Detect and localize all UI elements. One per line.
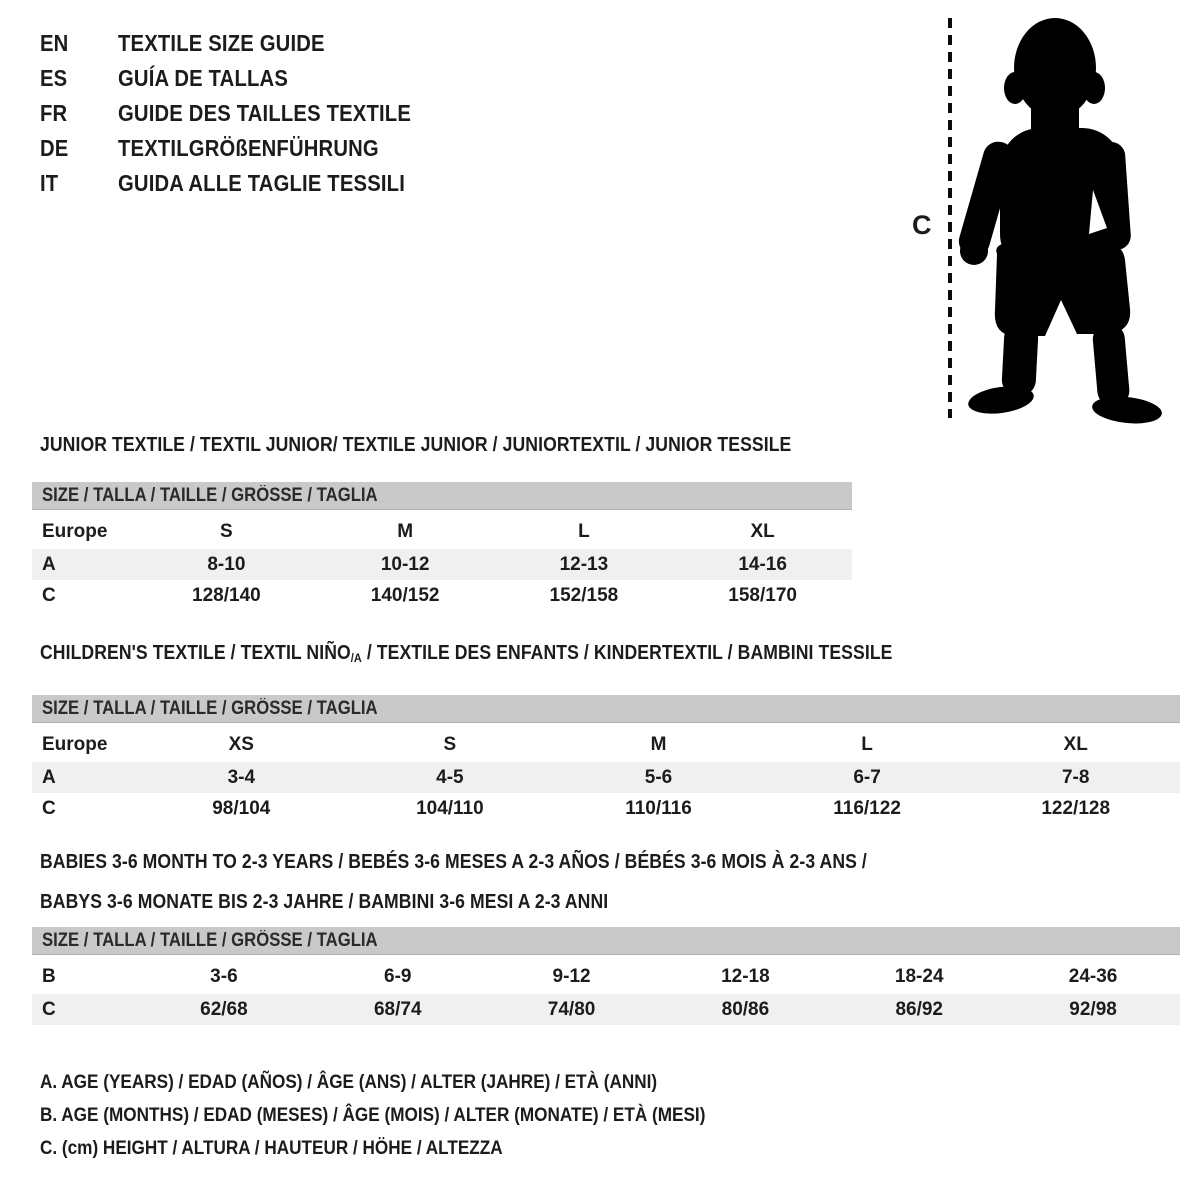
table-row [32,793,1180,824]
size-table-junior [32,515,852,611]
size-cell: 92/98 [1069,998,1117,1020]
size-cell: 9-12 [552,966,591,987]
size-header-bar: SIZE / TALLA / TAILLE / GRÖSSE / TAGLIA [32,927,1180,955]
size-cell: 6-7 [853,766,881,788]
size-cell: 24-36 [1068,966,1118,987]
size-cell: S [443,734,457,756]
size-table-babies [32,960,1180,1025]
height-marker-label: C [912,210,932,240]
table-row [32,994,1180,1025]
size-cell: 80/86 [721,998,770,1020]
size-cell: XL [750,521,775,542]
language-title: GUIDE DES TAILLES TEXTILE [118,100,412,126]
size-cell: 116/122 [833,797,901,819]
table-row [32,728,1180,762]
size-cell: 12-18 [721,966,770,987]
section-title-junior: JUNIOR TEXTILE / TEXTIL JUNIOR/ TEXTILE JUNIOR / JUNIORTEXTIL / JUNIOR TESSILE [40,434,792,456]
row-label: A [42,553,56,575]
language-title: GUÍA DE TALLAS [118,65,289,91]
section-babies-textile [32,842,1180,1025]
size-header-bar: SIZE / TALLA / TAILLE / GRÖSSE / TAGLIA [32,482,852,510]
section-children-textile [32,642,1180,824]
size-cell: 152/158 [549,584,619,606]
legend-line-a: A. AGE (YEARS) / EDAD (AÑOS) / ÂGE (ANS) / ALTER (JAHRE) / ETÀ (ANNI) [40,1071,658,1093]
size-cell: 62/68 [200,998,248,1020]
row-label: C [42,797,56,819]
size-cell: 122/128 [1041,797,1111,819]
table-row [32,515,852,549]
row-label: B [42,966,56,987]
size-cell: 104/110 [416,797,484,819]
language-row [40,166,451,201]
size-cell: S [220,521,233,542]
language-row [40,96,451,131]
size-cell: XS [228,734,254,756]
size-cell: 86/92 [895,998,943,1020]
table-row [32,762,1180,793]
height-figure [900,0,1200,430]
size-cell: 5-6 [644,766,673,788]
language-title-block [40,26,451,201]
language-row [40,131,451,166]
language-title: TEXTILGRÖßENFÜHRUNG [118,135,379,161]
row-label: Europe [42,521,108,542]
toddler-silhouette-icon [955,14,1175,426]
size-cell: 98/104 [212,797,271,819]
row-label: A [42,766,56,788]
table-row [32,960,1180,994]
row-label: Europe [42,734,108,756]
size-cell: 7-8 [1061,766,1090,788]
section-junior-textile [32,434,852,611]
table-row [32,580,852,611]
row-label: C [42,584,56,606]
table-row [32,549,852,580]
size-cell: 110/116 [625,797,692,819]
size-cell: 18-24 [894,966,944,987]
language-code: IT [40,170,59,196]
size-cell: 140/152 [370,584,440,606]
language-row [40,26,451,61]
size-cell: XL [1063,734,1088,756]
size-cell: 14-16 [738,553,787,575]
language-code: ES [40,65,68,91]
size-cell: 3-4 [227,766,256,788]
size-cell: L [861,734,873,756]
size-cell: M [650,734,667,756]
size-cell: 6-9 [384,966,412,987]
size-cell: L [578,521,590,542]
section-title-babies: BABIES 3-6 MONTH TO 2-3 YEARS / BEBÉS 3-6 MESES A 2-3 AÑOS / BÉBÉS 3-6 MOIS À 2-3 ANS / BABYS 3-6 MONATE BIS 2-3 JAHRE / BAMBINI 3-6 MESI A 2-3 ANNI [40,851,867,913]
size-cell: 3-6 [210,966,238,987]
language-code: DE [40,135,69,161]
size-cell: 74/80 [547,998,596,1020]
legend-line-b: B. AGE (MONTHS) / EDAD (MESES) / ÂGE (MOIS) / ALTER (MONATE) / ETÀ (MESI) [40,1104,706,1126]
size-cell: 10-12 [380,553,430,575]
size-cell: 68/74 [373,998,422,1020]
legend-line-c: C. (cm) HEIGHT / ALTURA / HAUTEUR / HÖHE / ALTEZZA [40,1137,503,1159]
language-title: GUIDA ALLE TAGLIE TESSILI [118,170,406,196]
size-cell: 158/170 [728,584,797,606]
language-code: FR [40,100,68,126]
title-subscript: /A [350,651,362,666]
height-dashed-line [946,18,954,418]
size-table-children [32,728,1180,824]
legend-block [40,1066,796,1165]
size-cell: 8-10 [207,553,246,575]
language-title: TEXTILE SIZE GUIDE [118,30,325,56]
size-header-bar: SIZE / TALLA / TAILLE / GRÖSSE / TAGLIA [32,695,1180,723]
size-cell: M [397,521,414,542]
language-code: EN [40,30,69,56]
size-cell: 128/140 [192,584,261,606]
size-cell: 12-13 [559,553,609,575]
section-title-children: CHILDREN'S TEXTILE / TEXTIL $NIÑO_{/A}$ / TEXTILE DES ENFANTS / KINDERTEXTIL / BAMBINI TESSILE [40,642,893,666]
size-cell: 4-5 [436,766,464,788]
language-row [40,61,451,96]
row-label: C [42,998,56,1020]
